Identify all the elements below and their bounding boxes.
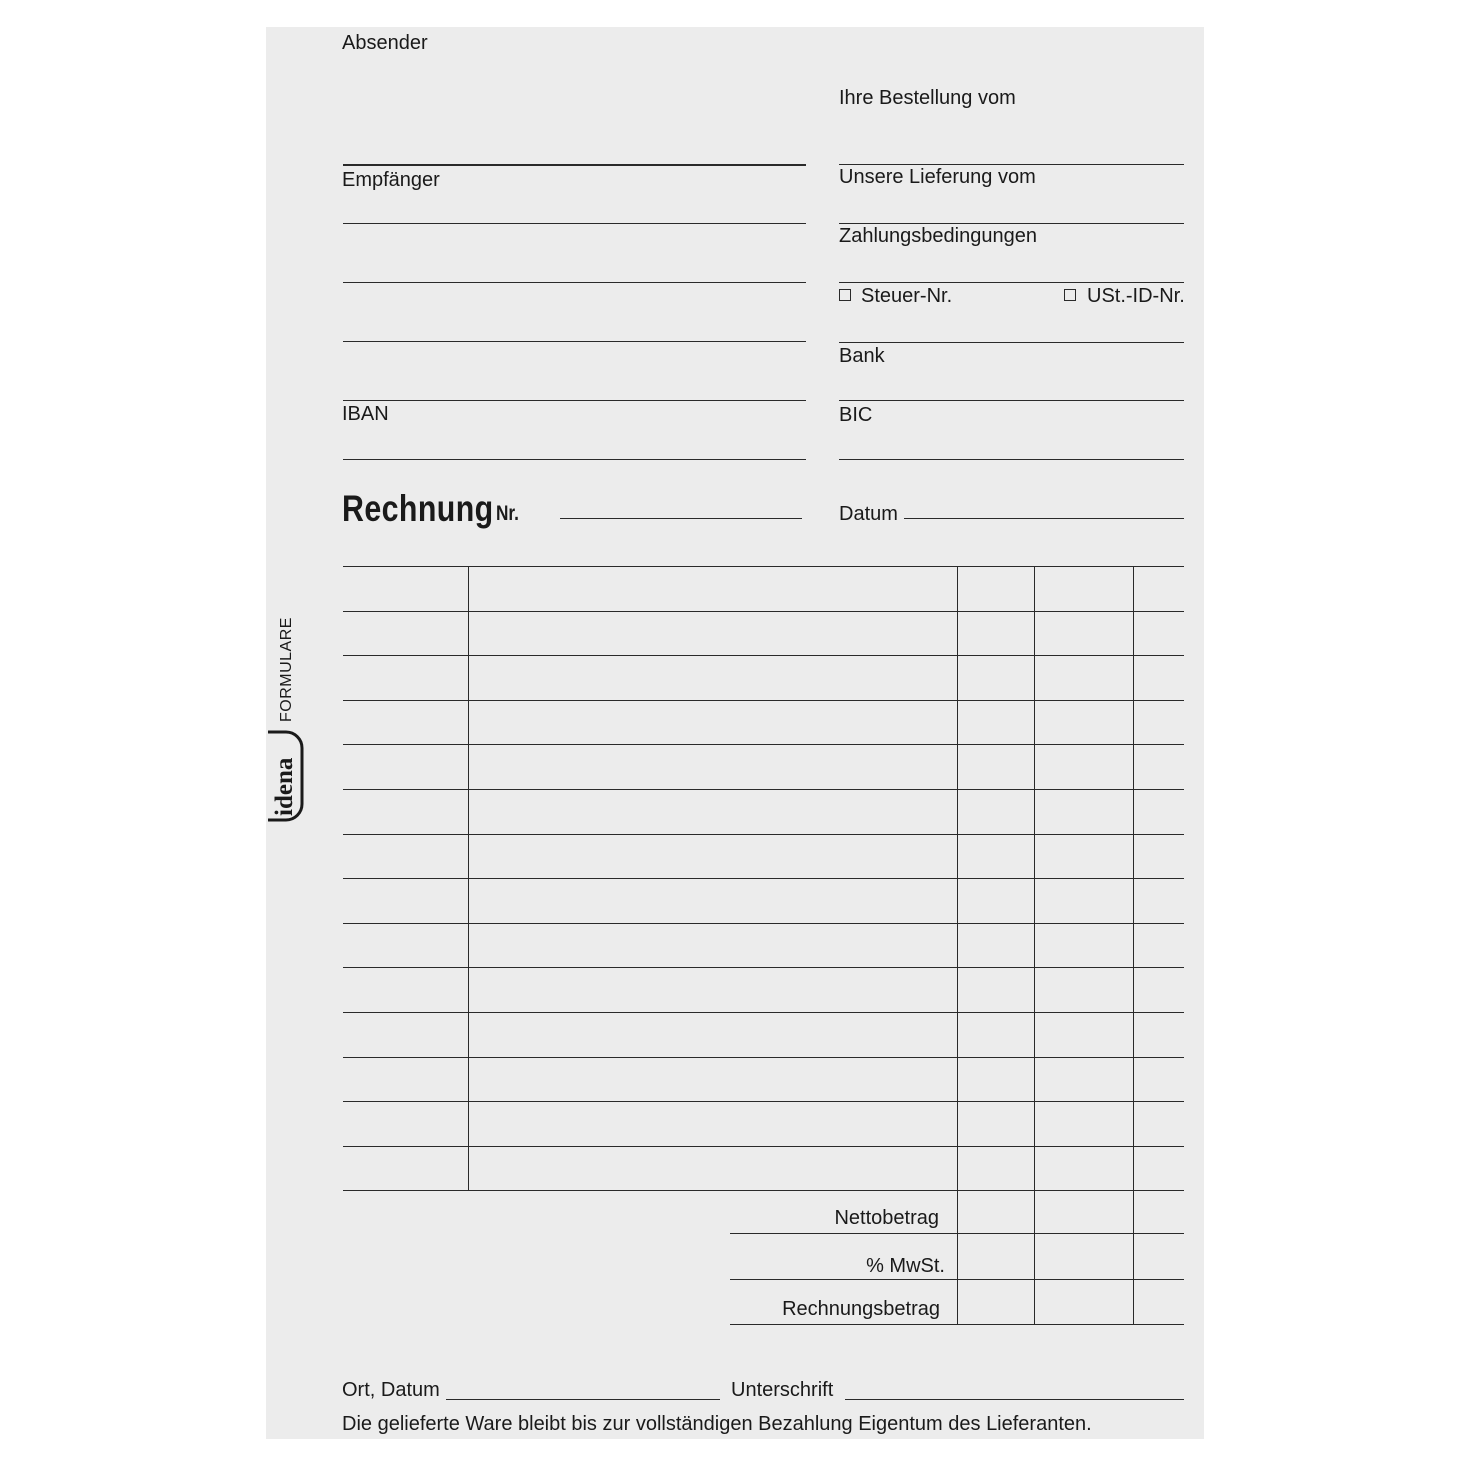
idena-logo (266, 730, 304, 822)
form-sheet (266, 27, 1204, 1439)
datum-line (904, 518, 1184, 519)
unterschrift-label: Unterschrift (731, 1379, 834, 1401)
brand-vertical-text: FORMULARE (278, 617, 295, 722)
table-row-line (343, 611, 1184, 612)
table-row-line (343, 789, 1184, 790)
invoice-number-line (560, 518, 802, 519)
empfaenger-line-1 (343, 223, 806, 224)
footer-note: Die gelieferte Ware bleibt bis zur vollständigen Bezahlung Eigentum des Lieferanten. (342, 1413, 1092, 1435)
table-col-line (468, 566, 469, 1190)
bestellung-label: Ihre Bestellung vom (839, 87, 1016, 109)
lieferung-line (839, 223, 1184, 224)
empfaenger-label: Empfänger (342, 169, 440, 191)
table-row-line (343, 1101, 1184, 1102)
table-row-line (343, 1146, 1184, 1147)
table-row-line (343, 923, 1184, 924)
table-row-line (343, 878, 1184, 879)
bank-label: Bank (839, 345, 885, 367)
steuer-label: Steuer-Nr. (861, 285, 953, 307)
bestellung-line (839, 164, 1184, 165)
bank-line (839, 400, 1184, 401)
ustid-label: USt.-ID-Nr. (1087, 285, 1185, 307)
invoice-title-nr: Nr. (496, 502, 519, 525)
table-row-line (343, 834, 1184, 835)
table-col-line (957, 566, 958, 1324)
table-row-line (343, 967, 1184, 968)
ort-datum-label: Ort, Datum (342, 1379, 440, 1401)
invoice-title-main: Rechnung (342, 488, 494, 529)
table-col-line (1034, 566, 1035, 1324)
zahlung-line (839, 282, 1184, 283)
totals-row-line (730, 1324, 1184, 1325)
table-row-line (343, 700, 1184, 701)
table-row-line (343, 1012, 1184, 1013)
table-row-line (343, 1057, 1184, 1058)
zahlung-label: Zahlungsbedingungen (839, 225, 1037, 247)
steuer-line (839, 342, 1184, 343)
unterschrift-line (845, 1399, 1184, 1400)
bic-label: BIC (839, 404, 873, 426)
empfaenger-line-2 (343, 282, 806, 283)
ort-datum-line (446, 1399, 720, 1400)
totals-row-line (730, 1279, 1184, 1280)
iban-line (343, 459, 806, 460)
lieferung-label: Unsere Lieferung vom (839, 166, 1036, 188)
absender-line (343, 164, 806, 166)
table-row-line (343, 655, 1184, 656)
steuer-checkbox[interactable] (839, 289, 851, 301)
bic-line (839, 459, 1184, 460)
datum-label: Datum (839, 503, 898, 525)
rechnungsbetrag-label: Rechnungsbetrag (782, 1298, 940, 1320)
netto-label: Nettobetrag (834, 1207, 939, 1229)
iban-label: IBAN (342, 403, 389, 425)
empfaenger-line-3 (343, 341, 806, 342)
table-col-line (1133, 566, 1134, 1324)
invoice-title (342, 490, 527, 527)
table-row-line (343, 744, 1184, 745)
table-row-line (343, 1190, 1184, 1191)
svg-text:idena: idena (271, 757, 298, 816)
table-row-line (343, 566, 1184, 567)
absender-label: Absender (342, 32, 428, 54)
totals-row-line (730, 1233, 1184, 1234)
empfaenger-line-4 (343, 400, 806, 401)
ustid-checkbox[interactable] (1064, 289, 1076, 301)
mwst-label: % MwSt. (866, 1255, 945, 1277)
